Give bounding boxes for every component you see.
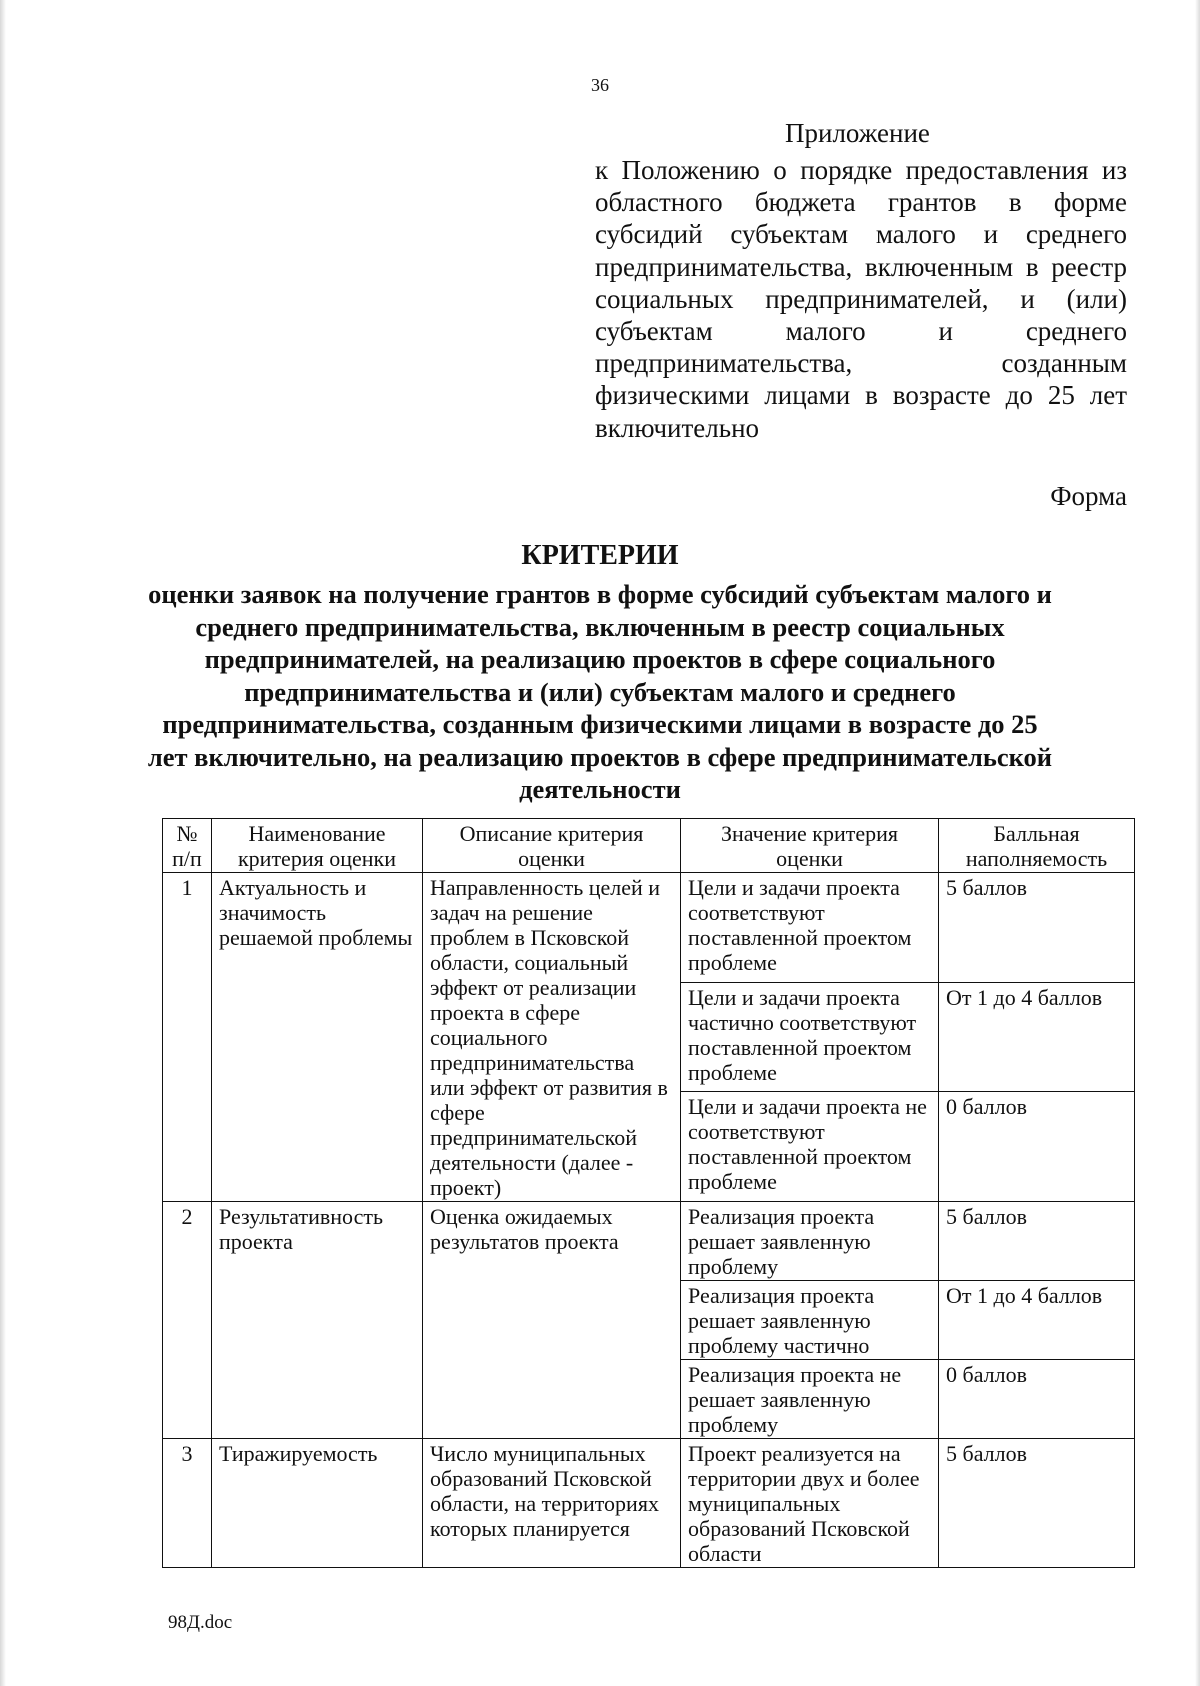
header-criterion-value: Значение критерия оценки <box>681 819 939 873</box>
table-row <box>163 1439 1135 1568</box>
scan-edge-right <box>1195 0 1200 1686</box>
header-criterion-name: Наименование критерия оценки <box>212 819 423 873</box>
appendix-title: Приложение <box>785 118 930 148</box>
criterion-number: 3 <box>163 1439 212 1568</box>
criterion-description: Число муниципальных образований Псковской области, на территориях которых планируется <box>423 1439 681 1568</box>
criterion-value: Реализация проекта решает заявленную проблему <box>681 1202 939 1281</box>
criterion-description: Направленность целей и задач на решение проблем в Псковской области, социальный эффект от реализации проекта в сфере социального предпринимательства или эффект от развития в сфере предпринимательской деятельности (далее - проект) <box>423 873 681 1202</box>
criterion-value: Реализация проекта не решает заявленную проблему <box>681 1360 939 1439</box>
criterion-score: 5 баллов <box>939 1439 1135 1568</box>
criterion-description: Оценка ожидаемых результатов проекта <box>423 1202 681 1439</box>
criterion-score: 5 баллов <box>939 1202 1135 1281</box>
criteria-subtitle: оценки заявок на получение грантов в форме субсидий субъектам малого и среднего предпринимательства, включенным в реестр социальных предпринимателей, на реализацию проектов в сфере социального предпринимательства и (или) субъектам малого и среднего предпринимательства, созданным физическими лицами в возрасте до 25 лет включительно, на реализацию проектов в сфере предпринимательской деятельности <box>147 579 1053 804</box>
criterion-score: 5 баллов <box>939 873 1135 983</box>
criterion-number: 2 <box>163 1202 212 1439</box>
criteria-heading: КРИТЕРИИ <box>521 540 679 571</box>
criterion-name: Тиражируемость <box>212 1439 423 1568</box>
criterion-score: 0 баллов <box>939 1360 1135 1439</box>
criterion-score: 0 баллов <box>939 1092 1135 1202</box>
criterion-number: 1 <box>163 873 212 1202</box>
header-number: № п/п <box>163 819 212 873</box>
criteria-table <box>162 818 1135 1568</box>
criterion-value: Цели и задачи проекта соответствуют поставленной проектом проблеме <box>681 873 939 983</box>
page-number: 36 <box>591 75 609 95</box>
criterion-value: Проект реализуется на территории двух и более муниципальных образований Псковской области <box>681 1439 939 1568</box>
footer-file-name: 98Д.doc <box>168 1612 233 1633</box>
header-score: Балльная наполняемость <box>939 819 1135 873</box>
form-label: Форма <box>1050 481 1127 511</box>
criterion-value: Цели и задачи проекта частично соответствуют поставленной проектом проблеме <box>681 982 939 1092</box>
header-criterion-description: Описание критерия оценки <box>423 819 681 873</box>
table-row <box>163 1202 1135 1281</box>
scan-edge-left <box>0 0 6 1686</box>
criterion-score: От 1 до 4 баллов <box>939 1281 1135 1360</box>
appendix-body: к Положению о порядке предоставления из областного бюджета грантов в форме субсидий субъектам малого и среднего предпринимательства, включенным в реестр социальных предпринимателей, и (или) субъектам малого и среднего предпринимательства, созданным физическими лицами в возрасте до 25 лет включительно <box>595 155 1127 443</box>
table-header-row <box>163 819 1135 873</box>
table-row <box>163 873 1135 983</box>
criterion-score: От 1 до 4 баллов <box>939 982 1135 1092</box>
criterion-name: Актуальность и значимость решаемой проблемы <box>212 873 423 1202</box>
criterion-name: Результативность проекта <box>212 1202 423 1439</box>
criterion-value: Цели и задачи проекта не соответствуют поставленной проектом проблеме <box>681 1092 939 1202</box>
criterion-value: Реализация проекта решает заявленную проблему частично <box>681 1281 939 1360</box>
